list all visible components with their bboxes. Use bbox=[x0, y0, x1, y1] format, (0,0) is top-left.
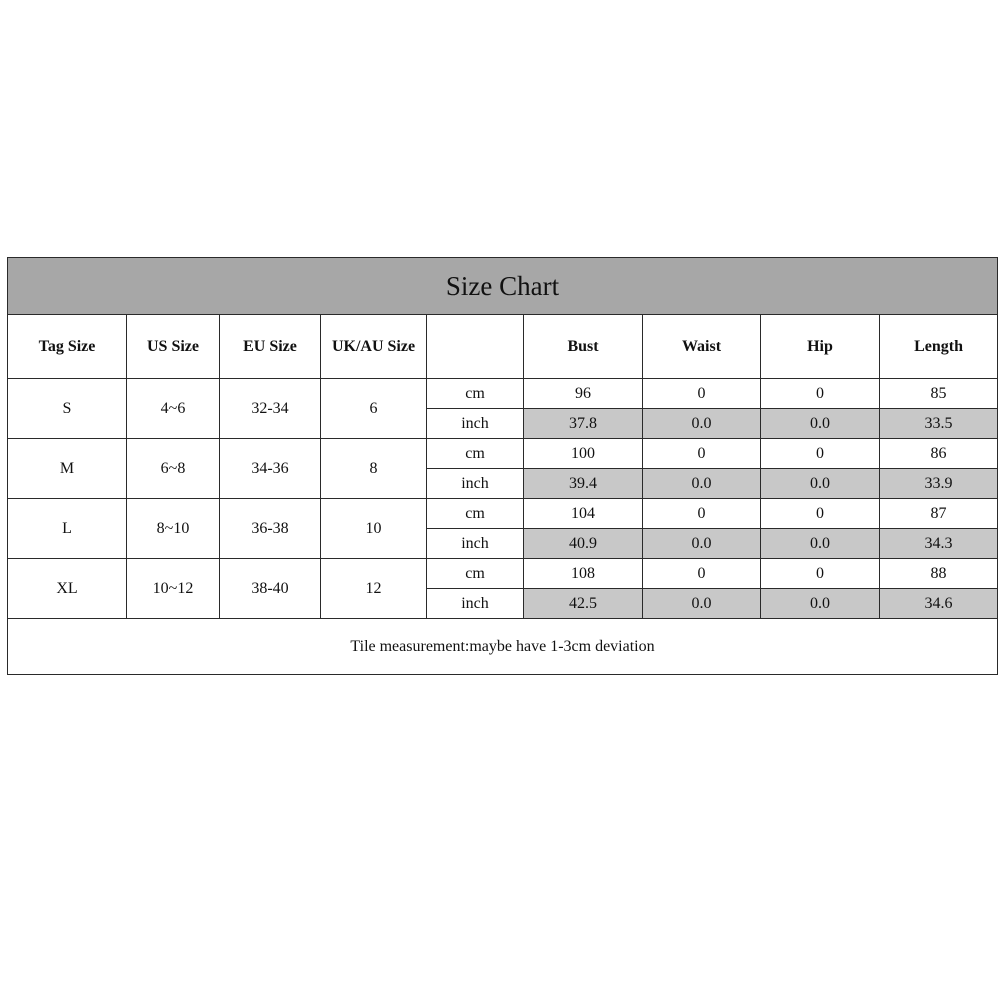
length-cell: 34.6 bbox=[880, 589, 998, 619]
length-cell: 33.5 bbox=[880, 409, 998, 439]
hip-cell: 0.0 bbox=[761, 589, 880, 619]
size-chart-table bbox=[7, 257, 998, 675]
us-size-cell: 4~6 bbox=[127, 379, 220, 439]
length-cell: 33.9 bbox=[880, 469, 998, 499]
waist-cell: 0.0 bbox=[643, 469, 761, 499]
waist-cell: 0 bbox=[643, 559, 761, 589]
waist-cell: 0 bbox=[643, 439, 761, 469]
table-row bbox=[8, 559, 998, 589]
tag-size-cell: S bbox=[8, 379, 127, 439]
uk-au-size-cell: 8 bbox=[321, 439, 427, 499]
unit-cell: inch bbox=[427, 589, 524, 619]
uk-au-size-cell: 12 bbox=[321, 559, 427, 619]
unit-cell: inch bbox=[427, 469, 524, 499]
length-cell: 87 bbox=[880, 499, 998, 529]
waist-cell: 0.0 bbox=[643, 529, 761, 559]
us-size-cell: 10~12 bbox=[127, 559, 220, 619]
column-header-hip: Hip bbox=[761, 315, 880, 379]
unit-cell: cm bbox=[427, 379, 524, 409]
uk-au-size-cell: 6 bbox=[321, 379, 427, 439]
hip-cell: 0 bbox=[761, 559, 880, 589]
length-cell: 86 bbox=[880, 439, 998, 469]
waist-cell: 0.0 bbox=[643, 409, 761, 439]
column-header-waist: Waist bbox=[643, 315, 761, 379]
column-header-bust: Bust bbox=[524, 315, 643, 379]
bust-cell: 108 bbox=[524, 559, 643, 589]
unit-cell: cm bbox=[427, 559, 524, 589]
unit-cell: inch bbox=[427, 529, 524, 559]
bust-cell: 104 bbox=[524, 499, 643, 529]
waist-cell: 0 bbox=[643, 499, 761, 529]
length-cell: 88 bbox=[880, 559, 998, 589]
table-row bbox=[8, 439, 998, 469]
waist-cell: 0 bbox=[643, 379, 761, 409]
eu-size-cell: 36-38 bbox=[220, 499, 321, 559]
measurement-note: Tile measurement:maybe have 1-3cm deviation bbox=[8, 619, 998, 675]
hip-cell: 0.0 bbox=[761, 469, 880, 499]
table-row bbox=[8, 379, 998, 409]
table-row bbox=[8, 499, 998, 529]
hip-cell: 0.0 bbox=[761, 409, 880, 439]
column-header-us-size: US Size bbox=[127, 315, 220, 379]
column-header-eu-size: EU Size bbox=[220, 315, 321, 379]
unit-cell: cm bbox=[427, 499, 524, 529]
unit-cell: inch bbox=[427, 409, 524, 439]
column-header-tag-size: Tag Size bbox=[8, 315, 127, 379]
bust-cell: 42.5 bbox=[524, 589, 643, 619]
unit-cell: cm bbox=[427, 439, 524, 469]
bust-cell: 96 bbox=[524, 379, 643, 409]
chart-title: Size Chart bbox=[8, 258, 998, 315]
length-cell: 34.3 bbox=[880, 529, 998, 559]
hip-cell: 0 bbox=[761, 379, 880, 409]
tag-size-cell: L bbox=[8, 499, 127, 559]
eu-size-cell: 38-40 bbox=[220, 559, 321, 619]
bust-cell: 100 bbox=[524, 439, 643, 469]
tag-size-cell: M bbox=[8, 439, 127, 499]
waist-cell: 0.0 bbox=[643, 589, 761, 619]
us-size-cell: 6~8 bbox=[127, 439, 220, 499]
tag-size-cell: XL bbox=[8, 559, 127, 619]
hip-cell: 0 bbox=[761, 439, 880, 469]
eu-size-cell: 34-36 bbox=[220, 439, 321, 499]
bust-cell: 37.8 bbox=[524, 409, 643, 439]
hip-cell: 0.0 bbox=[761, 529, 880, 559]
hip-cell: 0 bbox=[761, 499, 880, 529]
uk-au-size-cell: 10 bbox=[321, 499, 427, 559]
length-cell: 85 bbox=[880, 379, 998, 409]
eu-size-cell: 32-34 bbox=[220, 379, 321, 439]
us-size-cell: 8~10 bbox=[127, 499, 220, 559]
bust-cell: 39.4 bbox=[524, 469, 643, 499]
column-header-length: Length bbox=[880, 315, 998, 379]
bust-cell: 40.9 bbox=[524, 529, 643, 559]
column-header-uk-au-size: UK/AU Size bbox=[321, 315, 427, 379]
column-header-unit bbox=[427, 315, 524, 379]
